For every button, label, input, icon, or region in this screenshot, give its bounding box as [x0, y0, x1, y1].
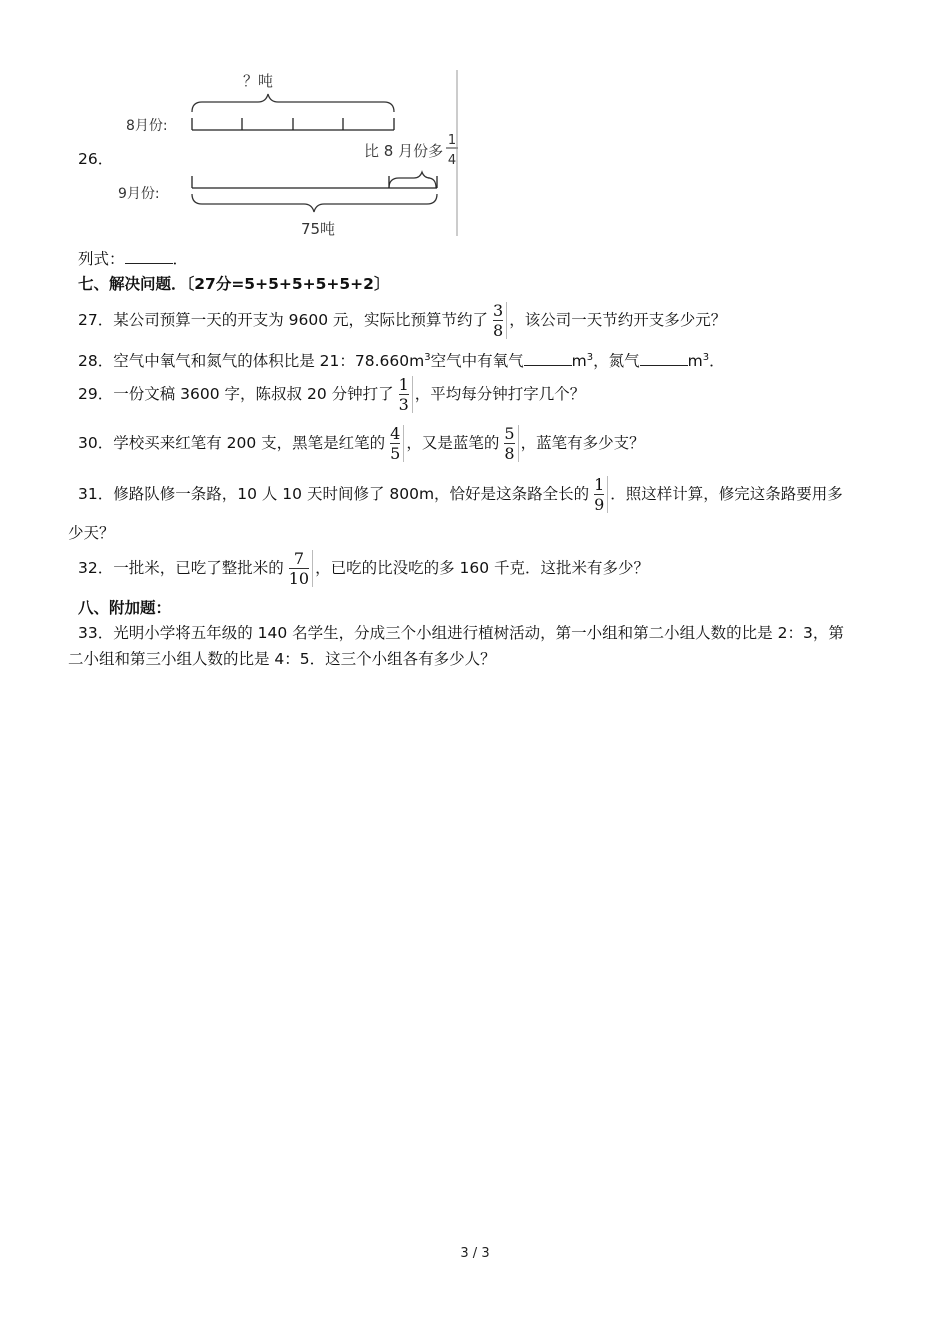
- q33-line2: 二小组和第三小组人数的比是 4：5．这三个小组各有多少人？: [68, 650, 496, 668]
- q31-line2: 少天？: [68, 524, 115, 542]
- q30-text-end: ，蓝笔有多少支？: [520, 434, 645, 452]
- q30-fraction-1: $\frac{4}{5}$: [387, 425, 404, 462]
- q27-fraction: $\frac{3}{8}$: [490, 302, 507, 339]
- q32: [78, 550, 649, 587]
- formula-tail: ．: [172, 250, 189, 268]
- q28-nitrogen-label: ，氮气: [593, 352, 640, 371]
- top-brace: [192, 94, 394, 112]
- bottom-brace: [192, 194, 437, 212]
- q26-number: 26．: [78, 150, 114, 168]
- section-8-title: 八、附加题：: [78, 599, 172, 617]
- formula-label: 列式：: [78, 250, 125, 268]
- q31-fraction: $\frac{1}{9}$: [591, 476, 608, 513]
- q28-unit2: m: [687, 352, 703, 371]
- q27: [78, 302, 726, 339]
- q29-fraction: $\frac{1}{3}$: [396, 376, 413, 413]
- q30-text-mid: ，又是蓝笔的: [406, 434, 500, 452]
- q31: [78, 476, 843, 513]
- diagram-bottom-label: 75吨: [300, 220, 336, 238]
- q28: [78, 347, 725, 372]
- q28-sup: 3: [424, 352, 431, 363]
- section-7-title: 七、解决问题．〔27分=5+5+5+5+5+2〕: [78, 275, 390, 293]
- q28-oxygen-label: 空气中有氧气: [430, 352, 524, 371]
- formula-answer-blank[interactable]: [125, 249, 173, 264]
- diagram-row2-label: 9月份:: [118, 186, 160, 202]
- nitrogen-answer-blank[interactable]: [640, 351, 688, 366]
- page-number: 3 / 3: [460, 1246, 490, 1261]
- extra-brace: [389, 172, 436, 188]
- q28-unit1-sup: 3: [586, 352, 594, 363]
- august-segment: [192, 118, 394, 130]
- q30-fraction-2: $\frac{5}{8}$: [501, 425, 518, 462]
- q28-unit1: m: [571, 352, 587, 371]
- q31-text-end: ．照这样计算，修完这条路要用多: [610, 485, 843, 503]
- q30: [78, 425, 645, 462]
- q26-formula: [78, 248, 188, 270]
- q26-segment-diagram: [108, 66, 468, 246]
- diagram-note-frac-num: 1: [447, 133, 457, 148]
- q32-fraction: $\frac{7}{10}$: [286, 550, 313, 587]
- q29: [78, 376, 585, 413]
- q27-text-end: ，该公司一天节约开支多少元？: [509, 311, 727, 329]
- q27-text: 27．某公司预算一天的开支为 9600 元，实际比预算节约了: [78, 311, 489, 329]
- q28-text: 28．空气中氧气和氮气的体积比是 21：78.660m: [78, 352, 425, 371]
- q32-text: 32．一批米，已吃了整批米的: [78, 559, 284, 577]
- diagram-top-label: ？吨: [242, 72, 274, 90]
- diagram-note-text: 比 8 月份多: [364, 142, 444, 160]
- q30-text: 30．学校买来红笔有 200 支，黑笔是红笔的: [78, 434, 386, 452]
- diagram-note-frac-den: 4: [447, 153, 457, 168]
- q33-line1: 33．光明小学将五年级的 140 名学生，分成三个小组进行植树活动，第一小组和第二小组人数的比是 2：3，第: [78, 624, 844, 642]
- diagram-row1-label: 8月份:: [126, 118, 168, 134]
- oxygen-answer-blank[interactable]: [524, 351, 572, 366]
- q29-text-end: ，平均每分钟打字几个？: [414, 385, 586, 403]
- q31-text: 31．修路队修一条路，10 人 10 天时间修了 800m，恰好是这条路全长的: [78, 485, 590, 503]
- q28-end: ．: [709, 352, 725, 371]
- q29-text: 29．一份文稿 3600 字，陈叔叔 20 分钟打了: [78, 385, 394, 403]
- q28-unit2-sup: 3: [702, 352, 710, 363]
- q32-text-end: ，已吃的比没吃的多 160 千克．这批米有多少？: [315, 559, 650, 577]
